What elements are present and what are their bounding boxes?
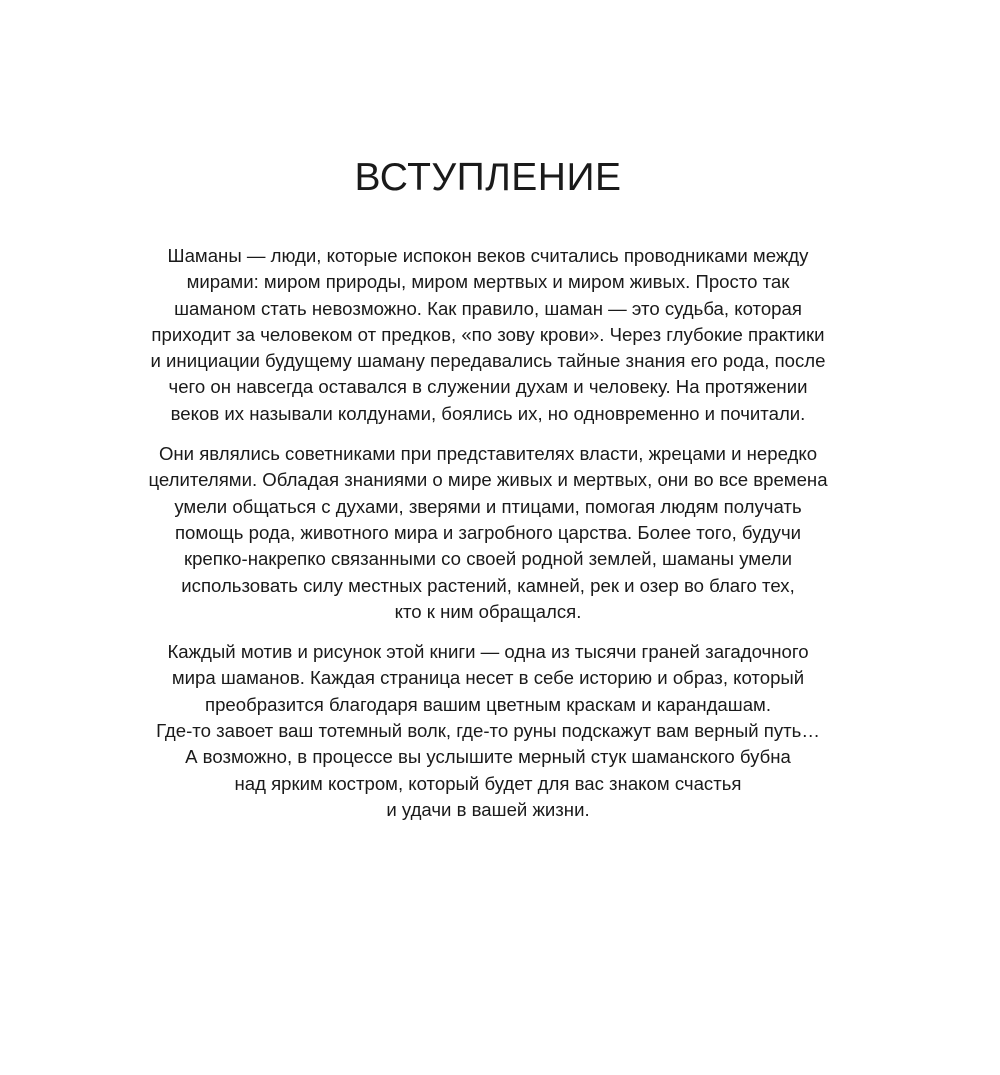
text-line: мирами: миром природы, миром мертвых и миром живых. Просто так xyxy=(186,271,790,293)
text-line: Они являлись советниками при представителях власти, жрецами и нередко xyxy=(158,443,818,465)
text-line: целителями. Обладая знаниями о мире живых и мертвых, они во все времена xyxy=(148,469,828,491)
text-line: чего он навсегда оставался в служении духам и человеку. На протяжении xyxy=(168,376,808,398)
text-line: крепко-накрепко связанными со своей родной землей, шаманы умели xyxy=(183,548,793,570)
paragraph-1 xyxy=(110,243,866,427)
text-line: веков их называли колдунами, боялись их, но одновременно и почитали. xyxy=(170,402,806,424)
text-line: и удачи в вашей жизни. xyxy=(386,798,590,820)
text-line: мира шаманов. Каждая страница несет в себе историю и образ, который xyxy=(171,667,805,689)
paragraph-3 xyxy=(110,639,866,823)
text-line: Где-то завоет ваш тотемный волк, где-то руны подскажут вам верный путь… xyxy=(156,720,820,742)
text-line: кто к ним обращался. xyxy=(394,600,582,622)
text-line: А возможно, в процессе вы услышите мерный стук шаманского бубна xyxy=(185,746,791,768)
text-line: шаманом стать невозможно. Как правило, шаман — это судьба, которая xyxy=(174,297,802,319)
text-line: и инициации будущему шаману передавались тайные знания его рода, после xyxy=(150,350,826,372)
text-line: Шаманы — люди, которые испокон веков считались проводниками между xyxy=(167,245,809,266)
body-text xyxy=(110,243,866,837)
text-line: Каждый мотив и рисунок этой книги — одна из тысячи граней загадочного xyxy=(167,641,809,663)
text-line: помощь рода, животного мира и загробного царства. Более того, будучи xyxy=(174,521,802,543)
text-line: преобразится благодаря вашим цветным краскам и карандашам. xyxy=(205,693,771,715)
text-line: использовать силу местных растений, камней, рек и озер во благо тех, xyxy=(181,574,795,596)
page-title: ВСТУПЛЕНИЕ xyxy=(354,156,622,199)
text-line: приходит за человеком от предков, «по зову крови». Через глубокие практики xyxy=(151,323,825,345)
text-line: умели общаться с духами, зверями и птицами, помогая людям получать xyxy=(174,495,802,517)
paragraph-2 xyxy=(110,441,866,625)
text-line: над ярким костром, который будет для вас знаком счастья xyxy=(234,772,742,794)
